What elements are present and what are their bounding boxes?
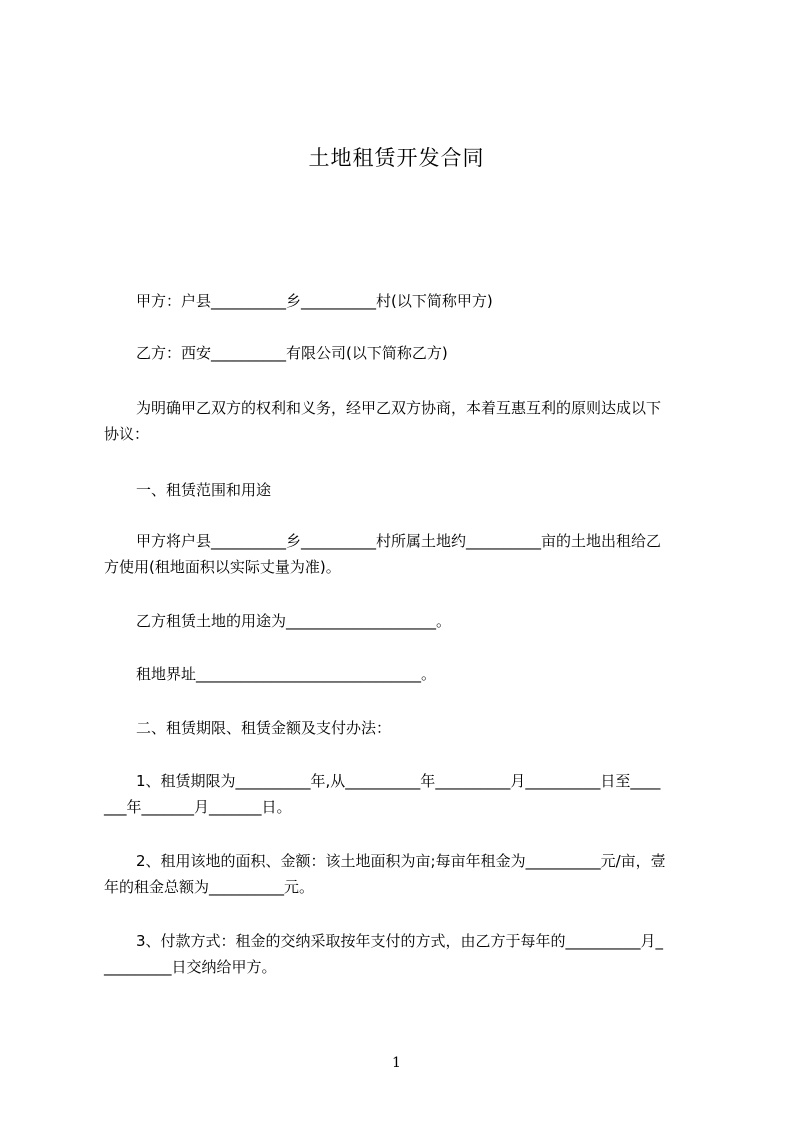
term-line-1: 1、租赁期限为__________年,从__________年__________月__________日至____ (136, 772, 661, 790)
lease-scope-line-2: 方使用(租地面积以实际丈量为准)。 (104, 558, 341, 576)
page-number: 1 (392, 1055, 401, 1071)
document-title: 土地租赁开发合同 (308, 146, 485, 170)
party-b-line: 乙方：西安__________有限公司(以下简称乙方) (136, 344, 448, 362)
party-a-line: 甲方：户县__________乡__________村(以下简称甲方) (136, 292, 493, 310)
preamble-line-2: 协议： (104, 425, 150, 443)
term-line-2: ___年_______月_______日。 (104, 798, 292, 816)
payment-line-1: 3、付款方式：租金的交纳采取按年支付的方式，由乙方于每年的__________月_ (136, 932, 664, 950)
section-1-heading: 一、租赁范围和用途 (136, 481, 272, 499)
rent-line-1: 2、租用该地的面积、金额：该土地面积为亩;每亩年租金为__________元/亩，壹 (136, 852, 666, 870)
lease-scope-line-1: 甲方将户县__________乡__________村所属土地约__________亩的土地出租给乙 (136, 532, 662, 550)
preamble-line-1: 为明确甲乙双方的权利和义务，经甲乙双方协商，本着互惠互利的原则达成以下 (136, 399, 662, 417)
land-use-line: 乙方租赁土地的用途为____________________。 (136, 612, 452, 630)
rent-line-2: 年的租金总额为__________元。 (104, 878, 315, 896)
boundary-line: 租地界址______________________________。 (136, 665, 437, 683)
payment-line-2: _________日交纳给甲方。 (104, 958, 277, 976)
section-2-heading: 二、租赁期限、租赁金额及支付办法： (136, 719, 392, 737)
